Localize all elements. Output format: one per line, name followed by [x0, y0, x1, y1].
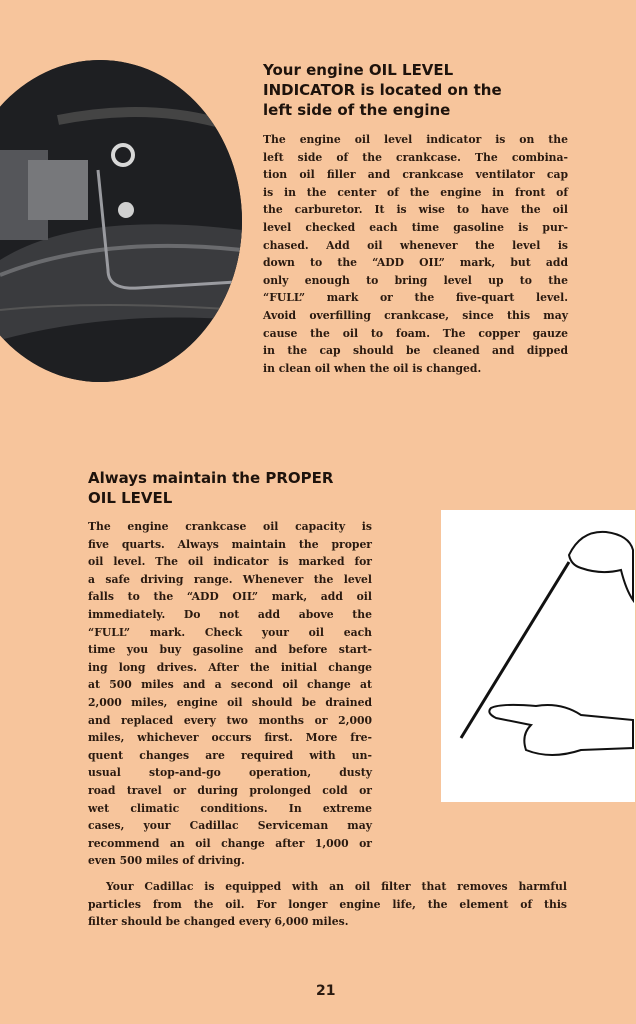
text-line: level checked each time gasoline is pur- — [263, 220, 568, 234]
text-line: a safe driving range. Whenever the level — [88, 572, 372, 586]
text-line: road travel or during prolonged cold or — [88, 783, 372, 797]
text-line: the carburetor. It is wise to have the oil — [263, 203, 568, 217]
text-line: cause the oil to foam. The copper gauze — [263, 326, 568, 340]
text-line: “FULL” mark or the five-quart level. — [263, 291, 568, 305]
text-line: down to the “ADD OIL” mark, but add — [263, 256, 568, 270]
text-line: tion oil filler and crankcase ventilator cap — [263, 168, 568, 182]
text-line: in clean oil when the oil is changed. — [263, 361, 482, 375]
text-line: Avoid overfilling crankcase, since this may — [263, 308, 568, 322]
text-line: in the cap should be cleaned and dipped — [263, 344, 568, 358]
text-line: chased. Add oil whenever the level is — [263, 238, 568, 252]
text-line: Your Cadillac is equipped with an oil filter that removes harmful — [106, 880, 567, 893]
page-number: 21 — [316, 983, 336, 999]
engine-photo — [0, 60, 242, 382]
heading-line: INDICATOR is located on the — [263, 81, 502, 99]
section1-heading — [263, 60, 573, 120]
text-line: particles from the oil. For longer engine life, the element of this — [88, 897, 567, 911]
text-line: 2,000 miles, engine oil should be drained — [88, 695, 372, 709]
text-line: even 500 miles of driving. — [88, 854, 245, 868]
filter-paragraph — [88, 878, 567, 931]
text-line: quent changes are required with un- — [88, 748, 372, 762]
text-line: immediately. Do not add above the — [88, 607, 372, 621]
text-line: and replaced every two months or 2,000 — [88, 713, 372, 727]
heading-line: Always maintain the PROPER — [88, 469, 334, 487]
heading-line: OIL LEVEL — [88, 489, 173, 507]
dipstick-illustration — [441, 510, 635, 802]
text-line: cases, your Cadillac Serviceman may — [88, 819, 372, 833]
text-line: oil level. The oil indicator is marked for — [88, 555, 372, 569]
heading-line: Your engine OIL LEVEL — [263, 61, 454, 79]
text-line: miles, whichever occurs first. More fre- — [88, 731, 372, 745]
text-line: filter should be changed every 6,000 miles. — [88, 915, 349, 929]
heading-line: left side of the engine — [263, 101, 451, 119]
text-line: usual stop-and-go operation, dusty — [88, 766, 372, 780]
text-line: The engine crankcase oil capacity is — [88, 520, 372, 533]
section2-body — [88, 518, 372, 870]
text-line: The engine oil level indicator is on the — [263, 133, 568, 146]
text-line: wet climatic conditions. In extreme — [88, 801, 372, 815]
text-line: five quarts. Always maintain the proper — [88, 537, 372, 551]
text-line: ing long drives. After the initial change — [88, 660, 372, 674]
text-line: only enough to bring level up to the — [263, 273, 568, 287]
text-line: recommend an oil change after 1,000 or — [88, 836, 372, 850]
text-line: is in the center of the engine in front of — [263, 185, 568, 199]
section2-heading — [88, 468, 378, 508]
text-line: time you buy gasoline and before start- — [88, 643, 372, 657]
text-line: falls to the “ADD OIL” mark, add oil — [88, 590, 372, 604]
section1-body — [263, 131, 568, 377]
text-line: left side of the crankcase. The combina- — [263, 150, 568, 164]
text-line: “FULL” mark. Check your oil each — [88, 625, 372, 639]
text-line: at 500 miles and a second oil change at — [88, 678, 372, 692]
